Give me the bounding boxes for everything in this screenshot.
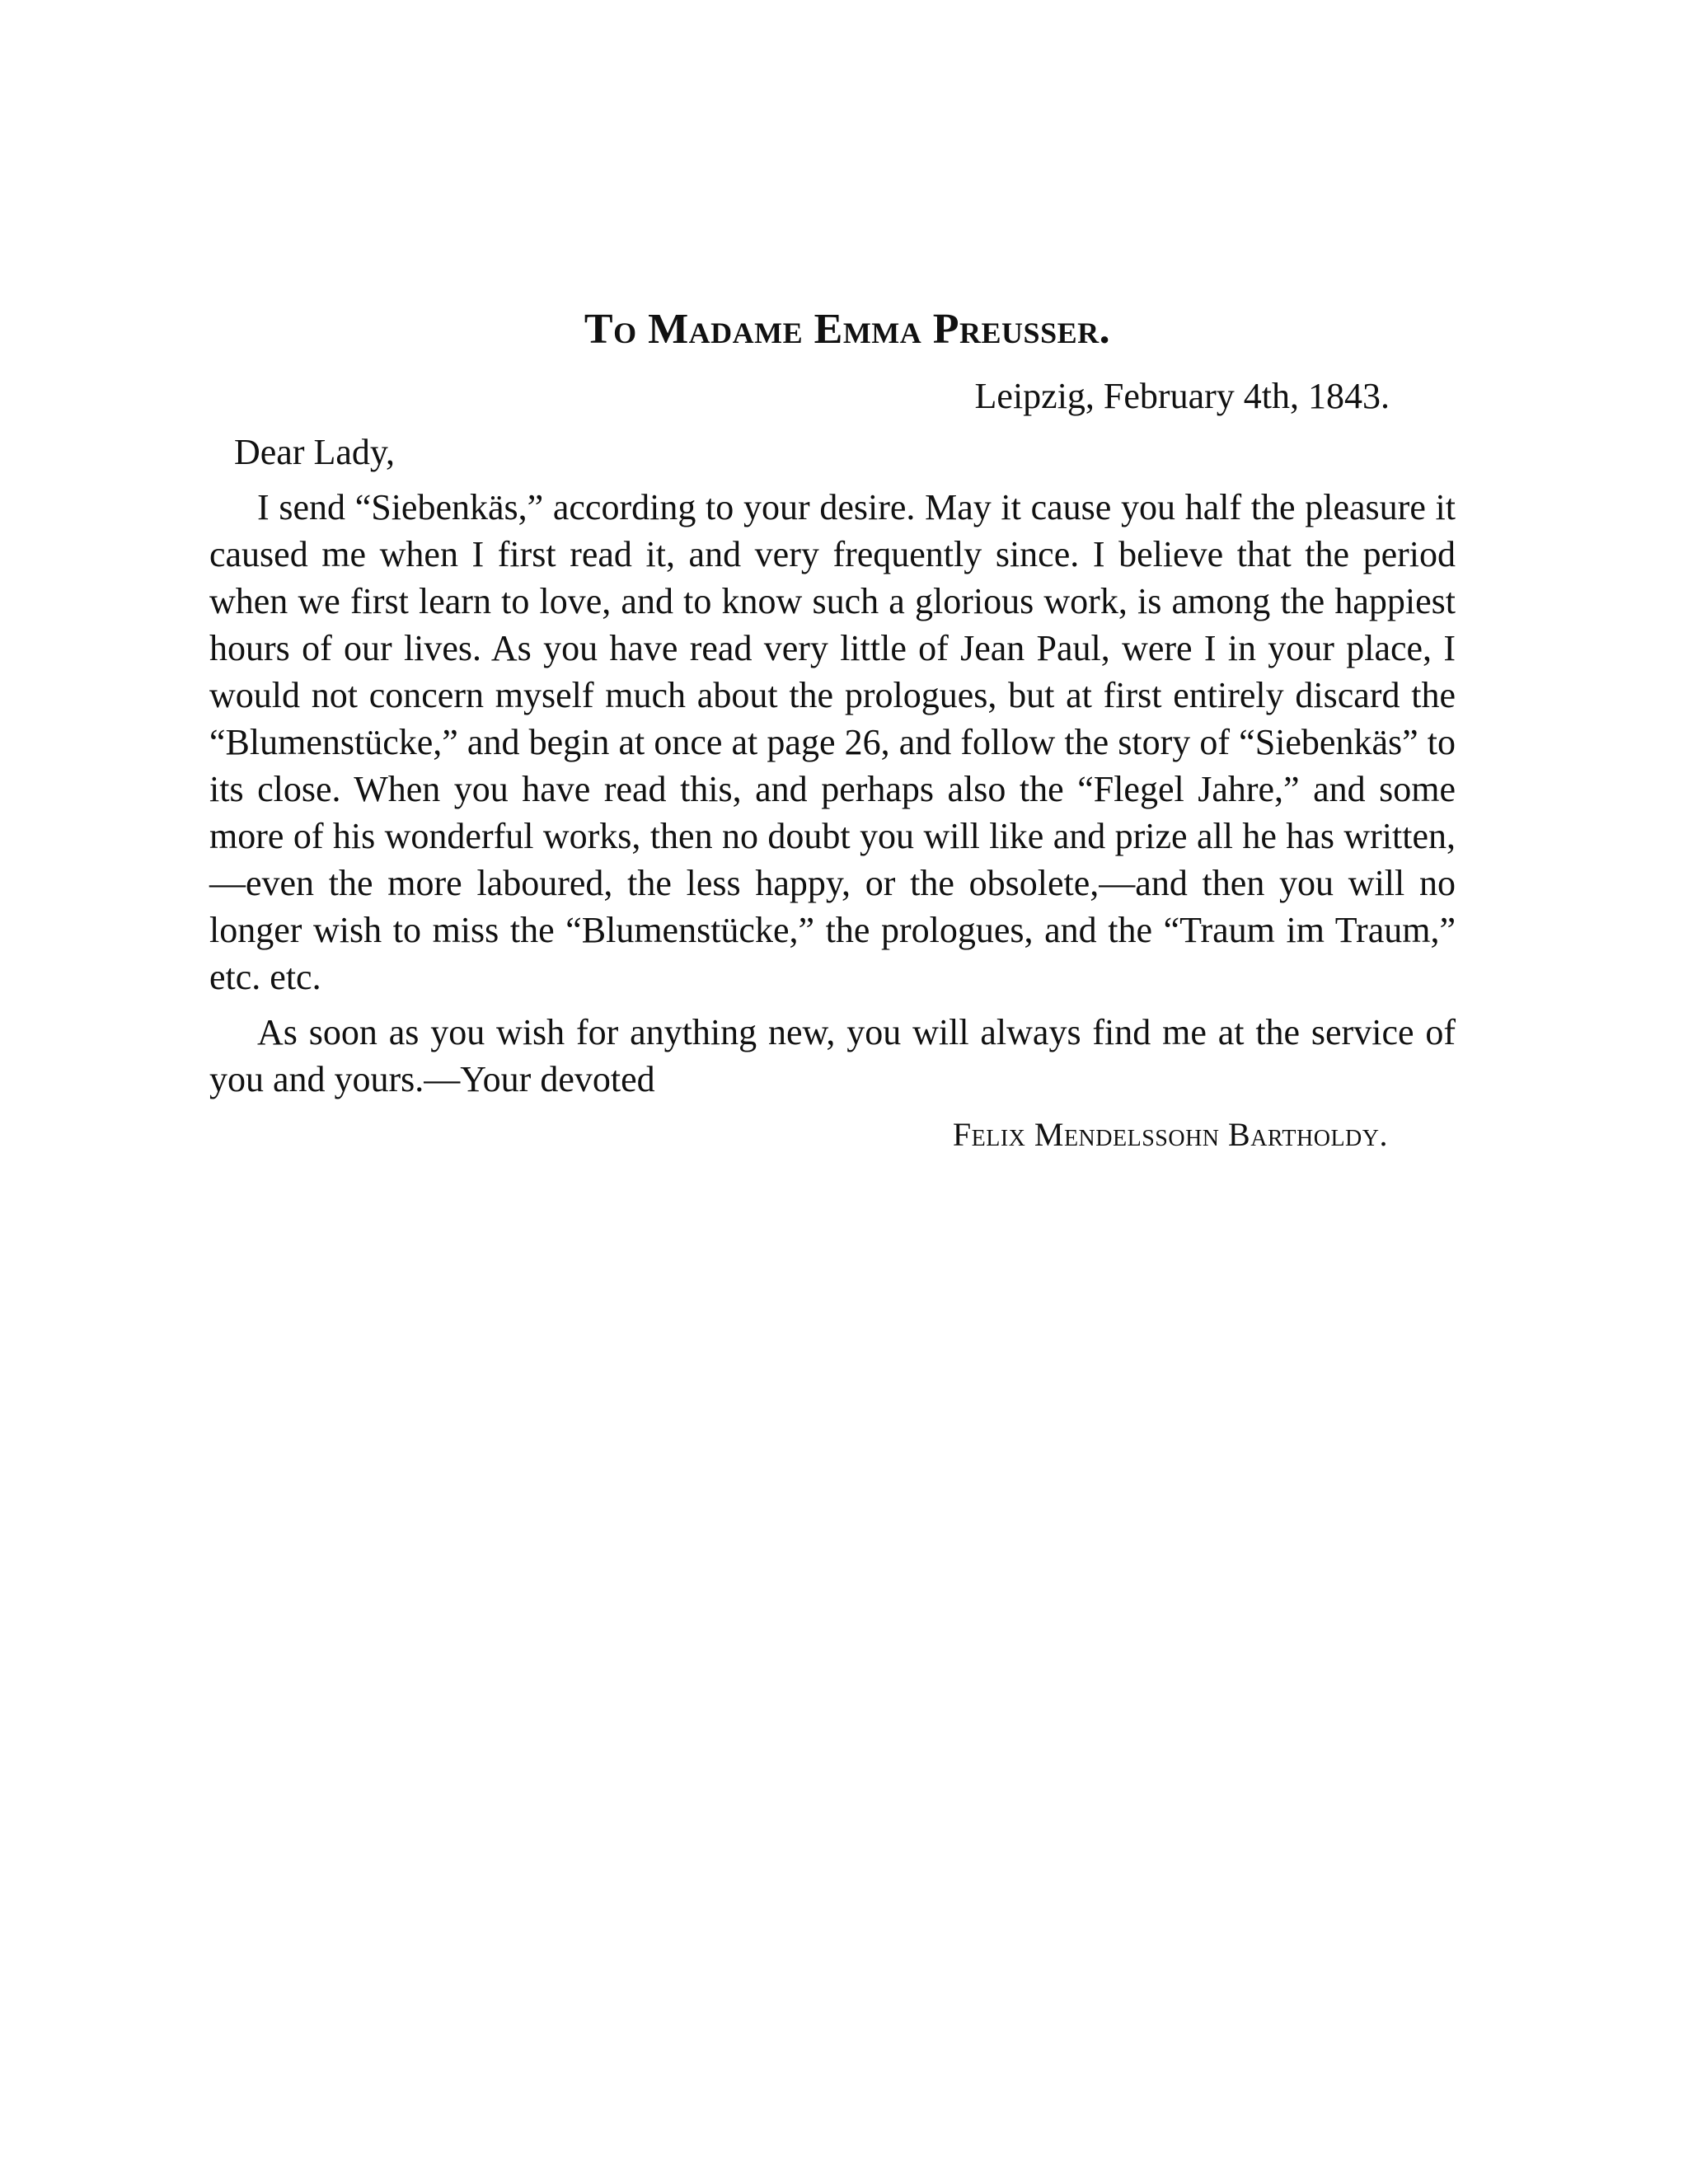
letter-signature: Felix Mendelssohn Bartholdy.	[952, 1116, 1388, 1153]
letter-paragraph: I send “Siebenkäs,” according to your desire. May it cause you half the pleasure it caused me when I first read it, and very frequently since. I believe that the period when we first learn to love, and to know such a glorious work, is among the happiest hours of our lives. As you have read very little of Jean Paul, were I in your place, I would not concern myself much about the prologues, but at first entirely discard the “Blumenstücke,” and begin at once at page 26, and follow the story of “Siebenkäs” to its close. When you have read this, and perhaps also the “Flegel Jahre,” and some more of his wonderful works, then no doubt you will like and prize all he has written,—even the more laboured, the less happy, or the obsolete,—and then you will no longer wish to miss the “Blumenstücke,” the prologues, and the “Traum im Traum,” etc. etc.	[209, 487, 1456, 997]
letter	[209, 301, 1456, 1159]
letter-salutation: Dear Lady,	[234, 432, 396, 472]
letter-paragraph: As soon as you wish for anything new, you will always find me at the service of you and yours.—Your devoted	[209, 1012, 1456, 1099]
letter-title: To Madame Emma Preusser.	[584, 306, 1111, 353]
letter-dateline: Leipzig, February 4th, 1843.	[974, 376, 1390, 416]
